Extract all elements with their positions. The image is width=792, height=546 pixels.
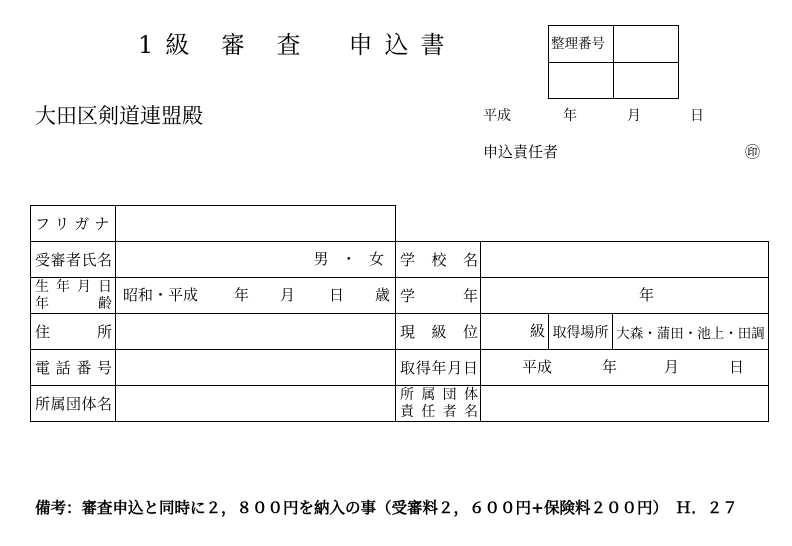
grade-unit: 年 xyxy=(639,286,655,304)
reference-number-blank-cell xyxy=(548,62,614,99)
acquired-year-unit: 年 xyxy=(602,358,618,376)
phone-label: 電 話 番 号 xyxy=(35,358,112,377)
reference-number-blank-cell xyxy=(613,62,679,99)
acquired-era: 平成 xyxy=(522,358,553,376)
payment-note: 備考：審査申込と同時に２，８００円を納入の事（受審料２，６００円+保険料２００円） Ｈ．２７ xyxy=(35,499,738,517)
sex-options: 男 ・ 女 xyxy=(313,250,384,268)
acquired-date-field xyxy=(480,349,769,386)
rank-label: 現 級 位 xyxy=(400,322,478,341)
rank-place-options: 大森・蒲田・池上・田調 xyxy=(616,325,765,342)
reference-number-box xyxy=(548,25,679,99)
birth-month-unit: 月 xyxy=(280,286,296,304)
name-field xyxy=(115,241,396,278)
name-label-cell xyxy=(30,241,116,278)
school-field xyxy=(480,241,769,278)
org-rep-label-line1: 所 属 団 体 xyxy=(400,386,478,403)
birth-date-label: 生 年 月 日 xyxy=(35,278,112,295)
address-label-cell xyxy=(30,313,116,350)
rank-place-field xyxy=(612,313,769,350)
organization-field xyxy=(115,385,396,422)
representative-label: 申込責任者 xyxy=(483,143,559,161)
acquired-month-unit: 月 xyxy=(664,358,680,376)
date-month-unit: 月 xyxy=(627,108,641,124)
organization-label-cell xyxy=(30,385,116,422)
rank-label-cell xyxy=(395,313,481,350)
org-rep-label-line2: 責 任 者 名 xyxy=(400,403,478,420)
date-year-unit: 年 xyxy=(563,108,577,124)
reference-number-label: 整理番号 xyxy=(551,36,605,52)
rank-unit: 級 xyxy=(530,322,546,340)
age-unit: 歳 xyxy=(375,286,391,304)
organization-label: 所属団体名 xyxy=(35,394,112,413)
age-label: 年 齢 xyxy=(35,295,112,312)
reference-number-value-cell xyxy=(613,25,679,63)
name-label: 受審者氏名 xyxy=(35,250,112,269)
birth-year-unit: 年 xyxy=(234,286,250,304)
birth-age-label xyxy=(35,279,112,313)
rank-field xyxy=(480,313,549,350)
date-era: 平成 xyxy=(483,108,511,124)
acquired-date-label-cell xyxy=(395,349,481,386)
acquired-day-unit: 日 xyxy=(729,358,745,376)
furigana-label: フリガナ xyxy=(35,214,115,233)
date-day-unit: 日 xyxy=(690,108,704,124)
grade-field xyxy=(480,277,769,314)
addressee: 大田区剣道連盟殿 xyxy=(35,104,203,128)
school-label-cell xyxy=(395,241,481,278)
org-rep-field xyxy=(480,385,769,422)
grade-label: 学 年 xyxy=(400,286,478,305)
furigana-field xyxy=(115,205,396,242)
address-label: 住 所 xyxy=(35,322,112,341)
birth-era-options: 昭和・平成 xyxy=(123,286,199,304)
furigana-label-cell xyxy=(30,205,116,242)
birth-age-label-cell xyxy=(30,277,116,314)
acquired-date-label: 取得年月日 xyxy=(400,358,478,377)
form-title: 1級 審 査 申込書 xyxy=(138,31,457,59)
org-rep-label-cell xyxy=(395,385,481,422)
org-rep-label xyxy=(400,387,478,421)
phone-field xyxy=(115,349,396,386)
birth-day-unit: 日 xyxy=(329,286,345,304)
birth-age-field xyxy=(115,277,396,314)
phone-label-cell xyxy=(30,349,116,386)
rank-place-label: 取得場所 xyxy=(552,324,609,341)
seal-mark: ㊞ xyxy=(745,143,761,161)
address-field xyxy=(115,313,396,350)
grade-label-cell xyxy=(395,277,481,314)
school-label: 学 校 名 xyxy=(400,250,478,269)
rank-place-label-cell xyxy=(548,313,613,350)
application-table xyxy=(30,205,769,422)
reference-number-label-cell xyxy=(548,25,614,63)
